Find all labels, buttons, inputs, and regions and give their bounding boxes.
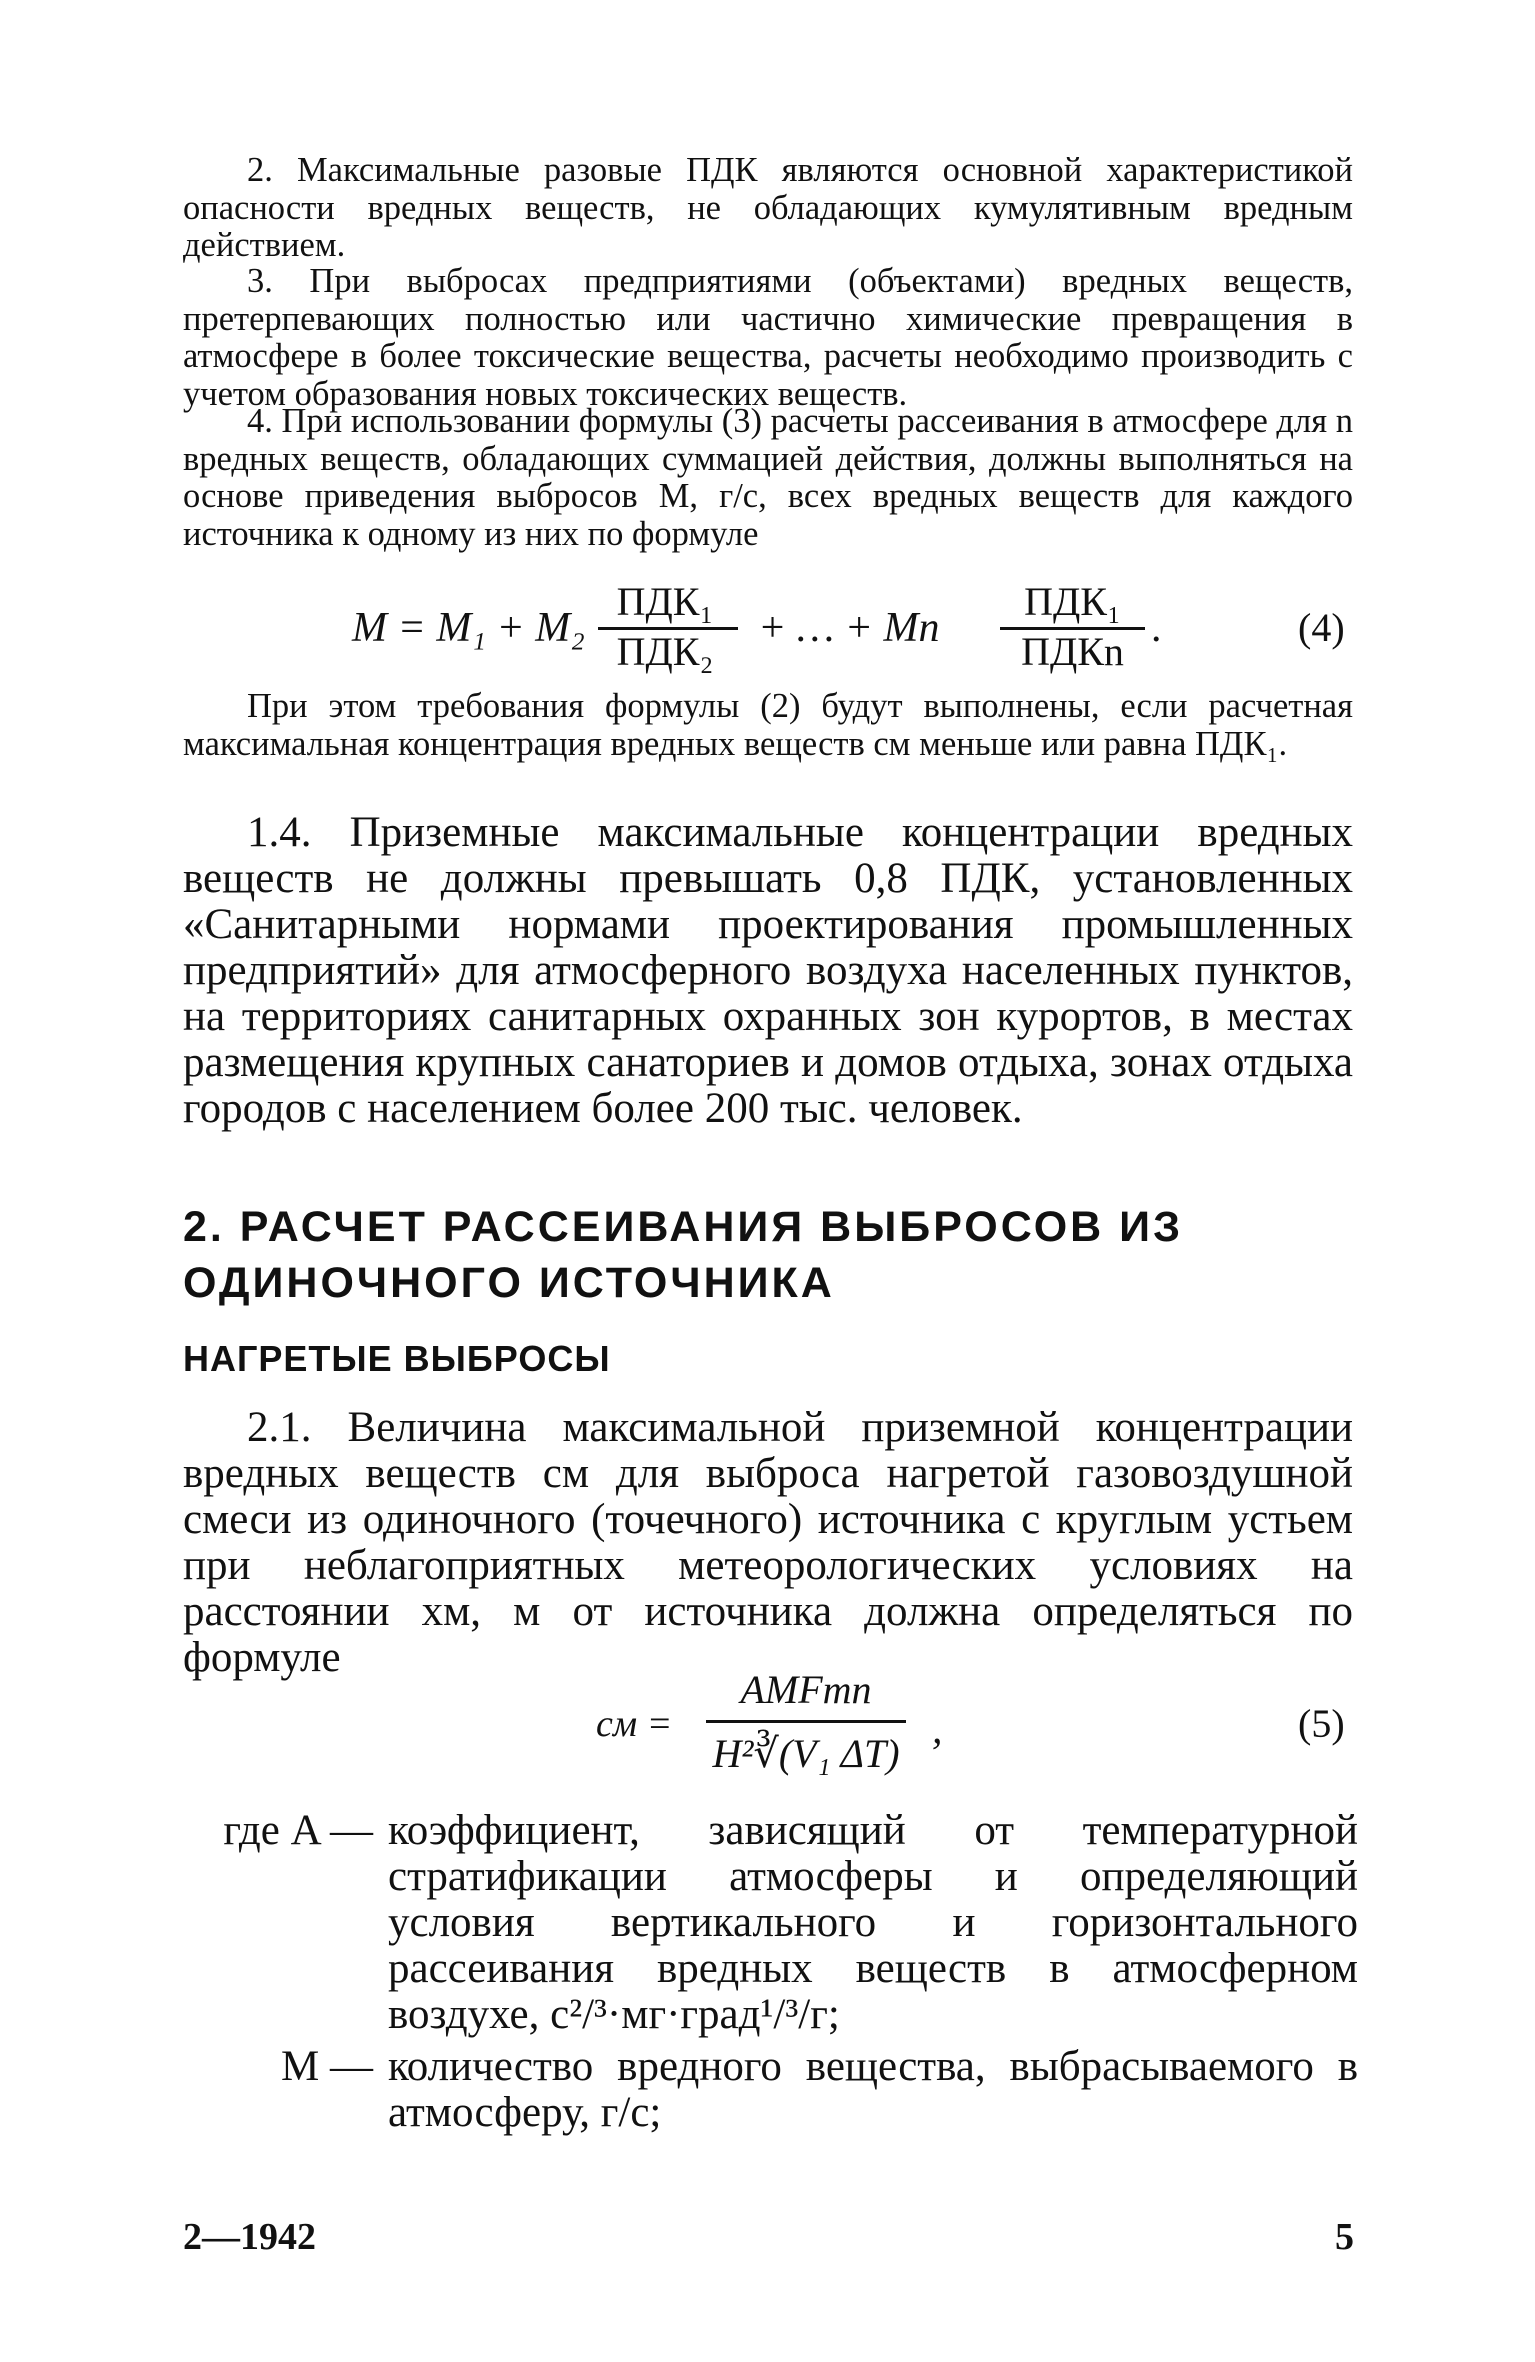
formula-4-den2: ПДКn	[1021, 629, 1124, 674]
formula-4-tail: .	[1152, 605, 1163, 651]
formula-4-number: (4)	[1298, 605, 1345, 650]
formula-5-denominator: H²∛(V₁ ΔT)	[712, 1731, 900, 1776]
formula-5-bar	[706, 1720, 906, 1723]
formula-5-numerator: AMFmn	[740, 1667, 872, 1712]
formula-5-tail: ,	[932, 1707, 943, 1753]
definition-term: M —	[281, 2043, 373, 2090]
paragraph-1-4: 1.4. Приземные максимальные концентрации вредных веществ не должны превышать 0,8 ПДК, установленных «Санитарными нормами проектирования промышленных предприятий» для атмосферного воздуха населенных пунктов, на территориях санитарных охранных зон курортов, в местах размещения крупных санаториев и домов отдыха, зонах отдыха городов с населением более 200 тыс. человек.	[183, 809, 1353, 1132]
formula-4-mid: + … + Mn	[758, 605, 940, 651]
section-heading-line1: 2. РАСЧЕТ РАССЕИВАНИЯ ВЫБРОСОВ ИЗ	[183, 1203, 1184, 1251]
page-number: 5	[1335, 2216, 1354, 2258]
paragraph-2: 2. Максимальные разовые ПДК являются основной характеристикой опасности вредных веществ, не обладающих кумулятивным вредным действием.	[183, 151, 1353, 264]
formula-5-lhs: cм =	[596, 1703, 673, 1745]
paragraph-4: 4. При использовании формулы (3) расчеты рассеивания в атмосфере для n вредных веществ, обладающих суммацией действия, должны выполняться на основе приведения выбросов М, г/с, всех вредных веществ для каждого источника к одному из них по формуле	[183, 402, 1353, 553]
paragraph-2-1: 2.1. Величина максимальной приземной концентрации вредных веществ cм для выброса нагретой газовоздушной смеси из одиночного (точечного) источника с круглым устьем при неблагоприятных метеорологических условиях на расстоянии xм, м от источника должна определяться по формуле	[183, 1404, 1353, 1681]
formula-4-den1: ПДК₂	[616, 629, 714, 674]
formula-4-lhs: M = M₁ + M₂	[352, 605, 585, 651]
definition-m	[183, 2044, 1358, 2144]
definition-text: количество вредного вещества, выбрасываемого в атмосферу, г/с;	[388, 2043, 1358, 2136]
subheading: НАГРЕТЫЕ ВЫБРОСЫ	[183, 1338, 611, 1379]
footer-signature: 2—1942	[183, 2216, 316, 2258]
definition-text: коэффициент, зависящий от температурной стратификации атмосферы и определяющий условия вертикального и горизонтального рассеивания вредных веществ в атмосферном воздухе, с²/³·мг·град¹/³/г;	[388, 1807, 1358, 2038]
formula-4-num2: ПДК₁	[1024, 579, 1121, 624]
formula-4-num1: ПДК₁	[616, 579, 714, 624]
paragraph-3: 3. При выбросах предприятиями (объектами) вредных веществ, претерпевающих полностью или частично химические превращения в атмосфере в более токсические вещества, расчеты необходимо производить с учетом образования новых токсических веществ.	[183, 262, 1353, 413]
paragraph-4-after: При этом требования формулы (2) будут выполнены, если расчетная максимальная концентрация вредных веществ cм меньше или равна ПДК₁.	[183, 687, 1353, 763]
section-heading-line2: ОДИНОЧНОГО ИСТОЧНИКА	[183, 1259, 835, 1307]
formula-5-number: (5)	[1298, 1701, 1345, 1746]
definition-term: где A —	[223, 1807, 373, 1854]
